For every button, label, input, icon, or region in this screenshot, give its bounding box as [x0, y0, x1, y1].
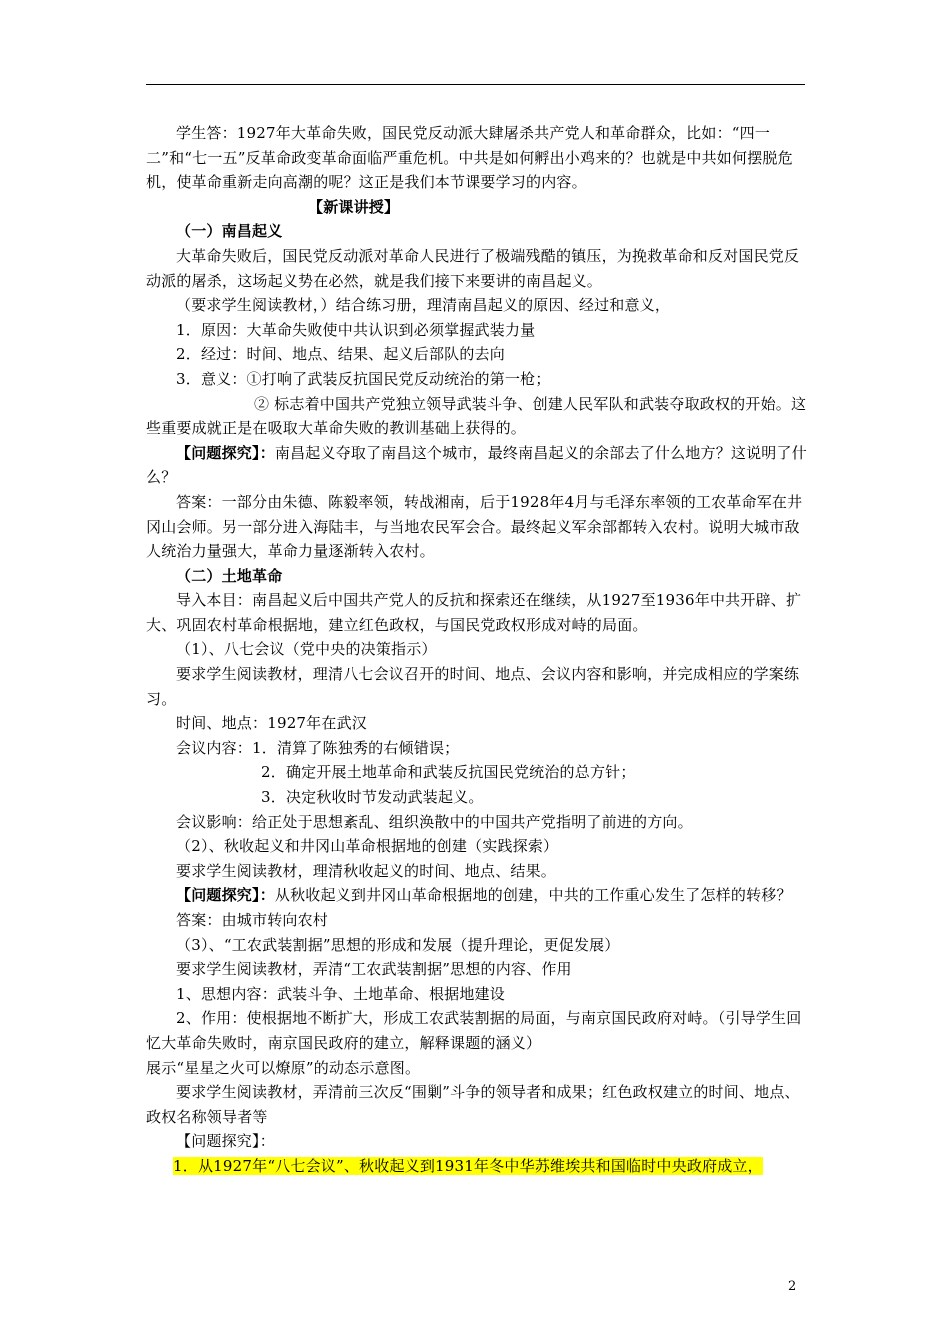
inquiry-label: 【问题探究】： [176, 443, 275, 462]
document-body [146, 121, 810, 1179]
paragraph-reading-requirement: （要求学生阅读教材，）结合练习册，理清南昌起义的原因、经过和意义， [176, 296, 671, 315]
paragraph-intro-land-revolution: 导入本目：南昌起义后中国共产党人的反抗和探索还在继续，从1927至1936年中共开辟、扩大、巩固农村革命根据地，建立红色政权，与国民党政权形成对峙的局面。 [146, 591, 802, 634]
page-number: 2 [788, 1279, 797, 1294]
paragraph-intro-nanchang: 大革命失败后，国民党反动派对革命人民进行了极端残酷的镇压，为挽救革命和反对国民党反动派的屠杀，这场起义势在必然，就是我们接下来要讲的南昌起义。 [146, 246, 800, 290]
significance-2-text: ② 标志着中国共产党独立领导武装斗争、创建人民军队和武装夺取政权的开始。这些重要成就正是在吸取大革命失败的教训基础上获得的。 [146, 394, 807, 438]
paragraph-encirclement-requirement: 要求学生阅读教材，弄清前三次反“围剿”斗争的领导者和成果；红色政权建立的时间、地点、政权名称领导者等 [146, 1083, 800, 1126]
meeting-content-1: 会议内容：1．清算了陈独秀的右倾错误； [176, 738, 460, 757]
meeting-content-2: 2．确定开展土地革命和武装反抗国民党统治的总方针； [261, 763, 636, 782]
meeting-impact: 会议影响：给正处于思想紊乱、组织涣散中的中国共产党指明了前进的方向。 [176, 812, 693, 831]
answer-2: 答案：由城市转向农村 [176, 911, 329, 929]
meeting-content-3: 3．决定秋收时节发动武装起义。 [261, 788, 484, 807]
list-item-process: 2．经过：时间、地点、结果、起义后部队的去向 [176, 345, 505, 364]
separatism-content: 1、思想内容：武装斗争、土地革命、根据地建设 [176, 984, 505, 1003]
meeting-time-place: 时间、地点：1927年在武汉 [176, 714, 367, 733]
paragraph-meeting-requirement: 要求学生阅读教材，理清八七会议召开的时间、地点、会议内容和影响，并完成相应的学案练习。 [146, 665, 800, 708]
list-item-cause: 1．原因：大革命失败使中共认识到必须掌握武装力量 [176, 320, 536, 339]
highlighted-question-1 [146, 1154, 810, 1179]
heading-nanchang-uprising: （一）南昌起义 [176, 222, 283, 241]
list-item-significance: 3．意义：①打响了武装反抗国民党反动统治的第一枪； [176, 369, 551, 388]
answer-1: 答案：一部分由朱德、陈毅率领，转战湘南，后于1928年4月与毛泽东率领的工农革命军在井冈山会师。另一部分进入海陆丰，与当地农民军会合。最终起义军余部都转入农村。说明大城市敌人统治力量强大，革命力量逐渐转入农村。 [146, 492, 803, 561]
subheading-august-7-meeting: （1）、八七会议（党中央的决策指示） [176, 640, 437, 659]
paragraph-separatism-requirement: 要求学生阅读教材，弄清“工农武装割据”思想的内容、作用 [176, 960, 572, 979]
list-item-significance-2 [146, 392, 810, 441]
highlighted-text: 1．从1927年“八七会议”、秋收起义到1931年冬中华苏维埃共和国临时中央政府成立， [173, 1156, 763, 1175]
inquiry-label: 【问题探究】： [176, 886, 275, 905]
paragraph-show-diagram: 展示“星星之火可以燎原”的动态示意图。 [146, 1058, 421, 1077]
paragraph-student-answer: 学生答：1927年大革命失败，国民党反动派大肆屠杀共产党人和革命群众，比如：“四一二”和“七一五”反革命政变革命面临严重危机。中共是如何孵出小鸡来的？也就是中共如何摆脱危机，使革命重新走向高潮的呢？这正是我们本节课要学习的内容。 [146, 124, 793, 192]
inquiry-text: 南昌起义夺取了南昌这个城市，最终南昌起义的余部去了什么地方？这说明了什么？ [146, 443, 807, 487]
subheading-armed-separatism: （3）、“工农武装割据”思想的形成和发展（提升理论，更促发展） [176, 935, 620, 954]
heading-land-revolution: （二）土地革命 [176, 566, 283, 585]
question-inquiry-3: 【问题探究】： [176, 1132, 275, 1151]
inquiry-text: 从秋收起义到井冈山革命根据地的创建，中共的工作重心发生了怎样的转移？ [274, 886, 792, 905]
subheading-autumn-harvest: （2）、秋收起义和井冈山革命根据地的创建（实践探索） [176, 837, 559, 856]
section-heading-new-lesson: 【新课讲授】 [308, 197, 400, 216]
question-inquiry-1 [146, 441, 810, 490]
paragraph-autumn-requirement: 要求学生阅读教材，理清秋收起义的时间、地点、结果。 [176, 861, 557, 880]
header-rule [146, 84, 805, 85]
question-inquiry-2 [146, 883, 810, 908]
separatism-role: 2、作用：使根据地不断扩大，形成工农武装割据的局面，与南京国民政府对峙。（引导学生回忆大革命失败时，南京国民政府的建立，解释课题的涵义） [146, 1009, 802, 1052]
